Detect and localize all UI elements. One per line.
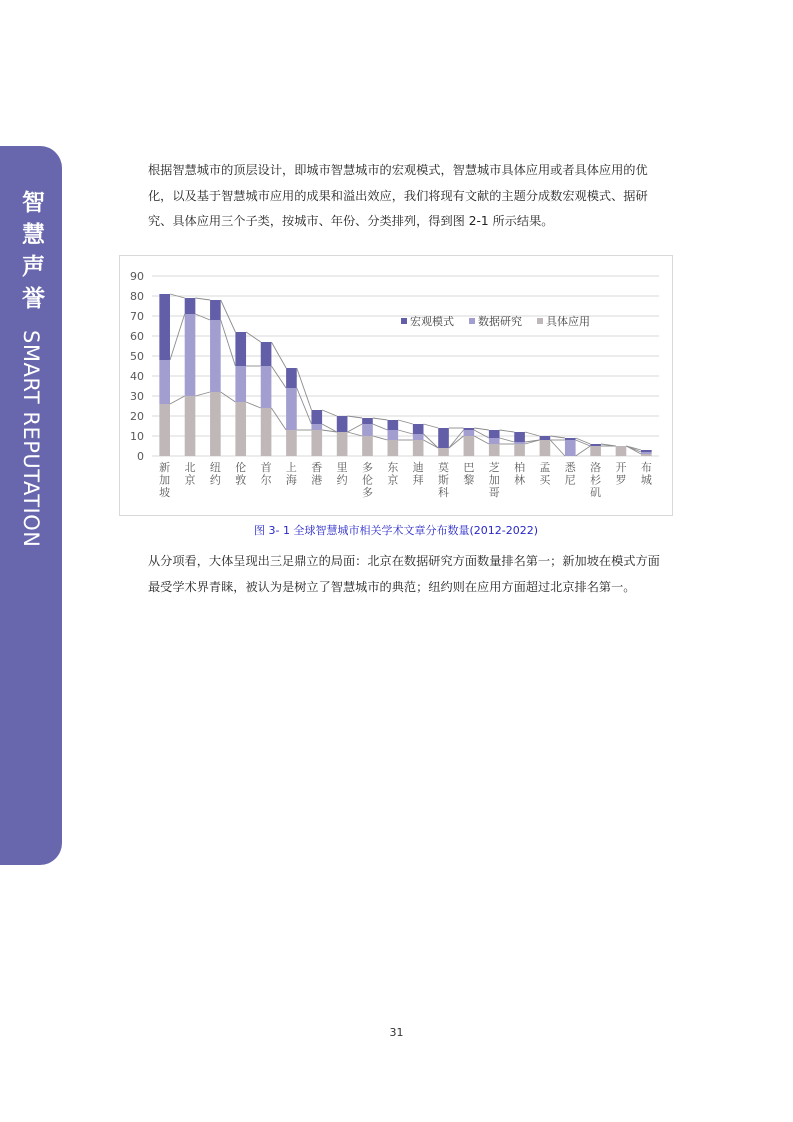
bar-segment — [464, 428, 475, 430]
bar-segment — [438, 448, 449, 456]
series-line — [195, 392, 210, 396]
summary-paragraph: 从分项看，大体呈现出三足鼎立的局面：北京在数据研究方面数量排名第一；新加坡在模式方面最受学术界青睐，被认为是树立了智慧城市的典范；纽约则在应用方面超过北京排名第一。 — [148, 554, 660, 594]
series-line — [525, 432, 540, 436]
y-tick-label: 80 — [130, 290, 144, 303]
series-line — [246, 332, 261, 342]
bar-segment — [590, 444, 601, 446]
bar-segment — [261, 366, 272, 408]
series-line — [195, 298, 210, 300]
bar-segment — [261, 342, 272, 366]
bar-segment — [210, 392, 221, 456]
bar-segment — [337, 432, 348, 456]
bar-segment — [590, 446, 601, 456]
bar-segment — [413, 424, 424, 434]
x-tick-label: 迪拜 — [412, 461, 424, 487]
series-line — [221, 392, 236, 402]
bar-segment — [235, 402, 246, 456]
bar-segment — [514, 432, 525, 442]
bar-segment — [540, 440, 551, 456]
series-line — [449, 430, 464, 448]
bar-segment — [210, 320, 221, 392]
bar-segment — [514, 442, 525, 444]
bar-segment — [286, 368, 297, 388]
series-line — [195, 314, 210, 320]
bar-segment — [185, 396, 196, 456]
series-line — [322, 410, 337, 416]
series-line — [170, 314, 185, 360]
legend-label: 数据研究 — [478, 315, 522, 328]
legend-label: 宏观模式 — [410, 315, 454, 328]
chart-container — [119, 255, 673, 516]
y-tick-label: 60 — [130, 330, 144, 343]
series-line — [576, 446, 591, 456]
series-line — [297, 388, 312, 424]
bar-segment — [641, 454, 652, 456]
bar-segment — [311, 430, 322, 456]
series-line — [347, 432, 362, 436]
bar-segment — [311, 410, 322, 424]
x-tick-label: 芝加哥 — [488, 461, 500, 499]
series-line — [246, 402, 261, 408]
legend-label: 具体应用 — [546, 315, 590, 328]
bar-segment — [489, 430, 500, 438]
sidebar-title — [18, 190, 44, 547]
bar-segment — [159, 404, 170, 456]
series-line — [271, 342, 286, 368]
x-tick-label: 多伦多 — [361, 461, 373, 499]
bar-segment — [185, 314, 196, 396]
page-number: 31 — [389, 1026, 404, 1039]
bar-segment — [388, 430, 399, 440]
bar-segment — [362, 418, 373, 424]
sidebar-title-en: SMART REPUTATION — [19, 330, 43, 548]
figure-caption: 图 3- 1 全球智慧城市相关学术文章分布数量(2012-2022) — [254, 524, 538, 537]
bar-segment — [641, 452, 652, 454]
x-tick-label: 纽约 — [209, 461, 221, 487]
series-line — [170, 396, 185, 404]
x-tick-label: 东京 — [387, 461, 399, 487]
x-tick-label: 柏林 — [514, 461, 526, 487]
y-tick-label: 40 — [130, 370, 144, 383]
bar-segment — [514, 444, 525, 456]
y-tick-label: 0 — [137, 450, 144, 463]
sidebar-title-cn: 智慧声誉 — [18, 190, 44, 318]
y-tick-label: 50 — [130, 350, 144, 363]
series-line — [297, 368, 312, 410]
legend-swatch — [537, 318, 543, 324]
series-line — [550, 440, 565, 456]
bar-segment — [159, 294, 170, 360]
bar-segment — [388, 420, 399, 430]
x-tick-label: 洛杉矶 — [590, 461, 602, 499]
bar-segment — [362, 436, 373, 456]
y-tick-label: 20 — [130, 410, 144, 423]
bar-segment — [464, 430, 475, 436]
bar-segment — [235, 366, 246, 402]
bar-segment — [388, 440, 399, 456]
x-tick-label: 开罗 — [615, 461, 627, 487]
x-tick-label: 首尔 — [260, 461, 272, 487]
x-tick-label: 悉尼 — [564, 461, 576, 487]
x-tick-label: 香港 — [311, 461, 323, 487]
bar-segment — [464, 436, 475, 456]
x-tick-label: 上海 — [285, 461, 297, 487]
intro-paragraph: 根据智慧城市的顶层设计，即城市智慧城市的宏观模式，智慧城市具体应用或者具体应用的优化，以及基于智慧城市应用的成果和溢出效应，我们将现有文献的主题分成数宏观模式、据研究、具体应用三个子类，按城市、年份、分类排列，得到图 2-1 所示结果。 — [148, 163, 648, 228]
series-line — [398, 430, 413, 434]
x-tick-label: 新加坡 — [159, 461, 171, 499]
y-tick-label: 70 — [130, 310, 144, 323]
series-line — [373, 418, 388, 420]
series-line — [271, 408, 286, 430]
bar-segment — [413, 440, 424, 456]
y-tick-label: 10 — [130, 430, 144, 443]
series-line — [398, 420, 413, 424]
y-tick-label: 90 — [130, 270, 144, 283]
legend-swatch — [469, 318, 475, 324]
bar-segment — [565, 438, 576, 440]
bar-segment — [616, 446, 627, 456]
x-tick-label: 莫斯科 — [438, 461, 450, 499]
bar-segment — [286, 388, 297, 430]
bar-segment — [641, 450, 652, 452]
bar-segment — [565, 440, 576, 456]
bar-segment — [438, 428, 449, 448]
series-line — [373, 424, 388, 430]
stacked-bar-chart — [120, 256, 672, 515]
series-line — [373, 436, 388, 440]
x-tick-label: 北京 — [184, 461, 196, 487]
x-tick-label: 孟买 — [539, 461, 551, 487]
bar-segment — [261, 408, 272, 456]
series-line — [500, 438, 515, 442]
bar-segment — [159, 360, 170, 404]
x-tick-label: 里约 — [336, 461, 348, 487]
series-line — [271, 366, 286, 388]
bar-segment — [413, 434, 424, 440]
bar-segment — [489, 444, 500, 456]
bar-segment — [286, 430, 297, 456]
bar-segment — [540, 436, 551, 440]
x-tick-label: 伦敦 — [235, 461, 247, 487]
legend-swatch — [401, 318, 407, 324]
series-line — [500, 430, 515, 432]
y-tick-label: 30 — [130, 390, 144, 403]
bar-segment — [235, 332, 246, 366]
bar-segment — [311, 424, 322, 430]
series-line — [474, 428, 489, 430]
bar-segment — [210, 300, 221, 320]
x-tick-label: 巴黎 — [463, 461, 475, 487]
x-tick-label: 布城 — [640, 461, 652, 487]
series-line — [347, 424, 362, 432]
series-line — [423, 424, 438, 428]
bar-segment — [337, 416, 348, 432]
bar-segment — [489, 438, 500, 444]
series-line — [449, 436, 464, 448]
bar-segment — [185, 298, 196, 314]
bar-segment — [362, 424, 373, 436]
